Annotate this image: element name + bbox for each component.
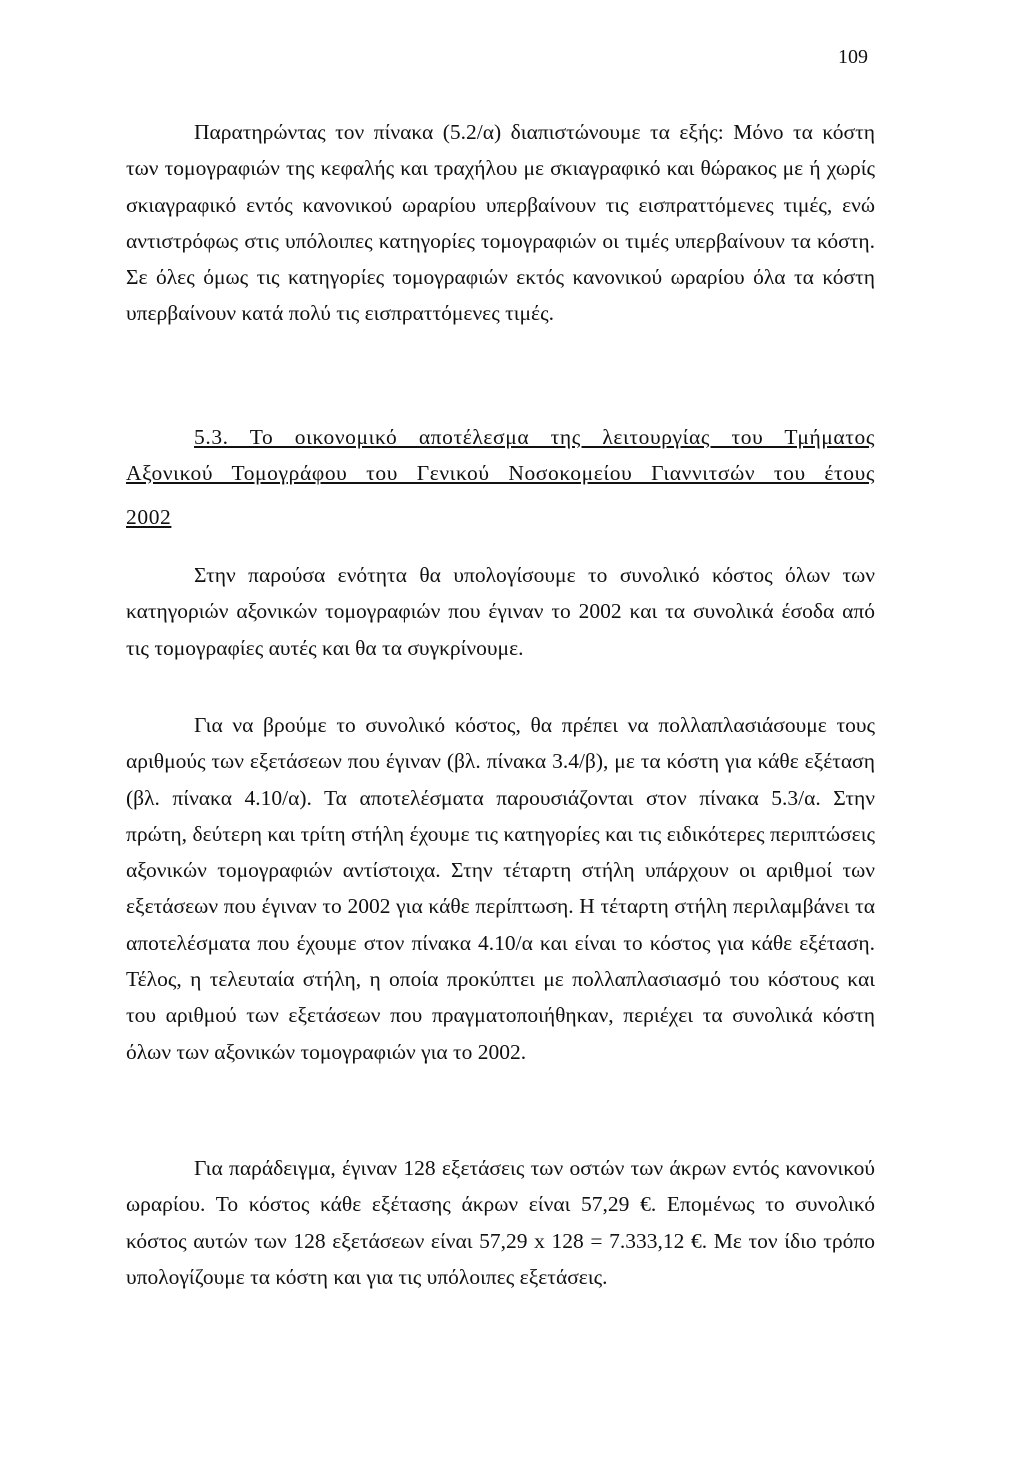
page-number: 109 <box>838 46 868 68</box>
paragraph-example <box>126 1150 875 1295</box>
paragraph-observations <box>126 114 875 332</box>
paragraph-intro <box>126 557 875 666</box>
section-heading-line-2: Αξονικού Τομογράφου του Γενικού Νοσοκομείου Γιαννιτσών του έτους <box>126 461 875 485</box>
section-heading-text: 5.3. Το οικονομικό αποτέλεσμα της λειτουργίας του Τμήματος <box>194 425 875 449</box>
paragraph-method <box>126 707 875 1070</box>
section-heading-line-3: 2002 <box>126 505 172 529</box>
paragraph-text: Στην παρούσα ενότητα θα υπολογίσουμε το συνολικό κόστος όλων των κατηγοριών αξονικών τομογραφιών που έγιναν το 2002 και τα συνολικά έσοδα από τις τομογραφίες αυτές και θα τα συγκρίνουμε. <box>126 563 875 660</box>
paragraph-text: Για παράδειγμα, έγιναν 128 εξετάσεις των οστών των άκρων εντός κανονικού ωραρίου. Το κόστος κάθε εξέτασης άκρων είναι 57,29 €. Επομένως το συνολικό κόστος αυτών των 128 εξετάσεων είναι 57,29 x 128 = 7.333,12 €. Με τον ίδιο τρόπο υπολογίζουμε τα κόστη και για τις υπόλοιπες εξετάσεις. <box>126 1156 875 1289</box>
section-heading-line-1 <box>126 425 875 450</box>
paragraph-text: Για να βρούμε το συνολικό κόστος, θα πρέπει να πολλαπλασιάσουμε τους αριθμούς των εξετάσεων που έγιναν (βλ. πίνακα 3.4/β), με τα κόστη για κάθε εξέταση (βλ. πίνακα 4.10/α). Τα αποτελέσματα παρουσιάζονται στον πίνακα 5.3/α. Στην πρώτη, δεύτερη και τρίτη στήλη έχουμε τις κατηγορίες και τις ειδικότερες περιπτώσεις αξονικών τομογραφιών αντίστοιχα. Στην τέταρτη στήλη υπάρχουν οι αριθμοί των εξετάσεων που έγιναν το 2002 για κάθε περίπτωση. Η τέταρτη στήλη περιλαμβάνει τα αποτελέσματα που έχουμε στον πίνακα 4.10/α και είναι το κόστος για κάθε εξέταση. Τέλος, η τελευταία στήλη, η οποία προκύπτει με πολλαπλασιασμό του κόστους και του αριθμού των εξετάσεων που πραγματοποιήθηκαν, περιέχει τα συνολικά κόστη όλων των αξονικών τομογραφιών για το 2002. <box>126 713 875 1064</box>
paragraph-text: Παρατηρώντας τον πίνακα (5.2/α) διαπιστώνουμε τα εξής: Μόνο τα κόστη των τομογραφιών της κεφαλής και τραχήλου με σκιαγραφικό και θώρακος με ή χωρίς σκιαγραφικό εντός κανονικού ωραρίου υπερβαίνουν τις εισπραττόμενες τιμές, ενώ αντιστρόφως στις υπόλοιπες κατηγορίες τομογραφιών οι τιμές υπερβαίνουν τα κόστη. Σε όλες όμως τις κατηγορίες τομογραφιών εκτός κανονικού ωραρίου όλα τα κόστη υπερβαίνουν κατά πολύ τις εισπραττόμενες τιμές. <box>126 120 875 326</box>
